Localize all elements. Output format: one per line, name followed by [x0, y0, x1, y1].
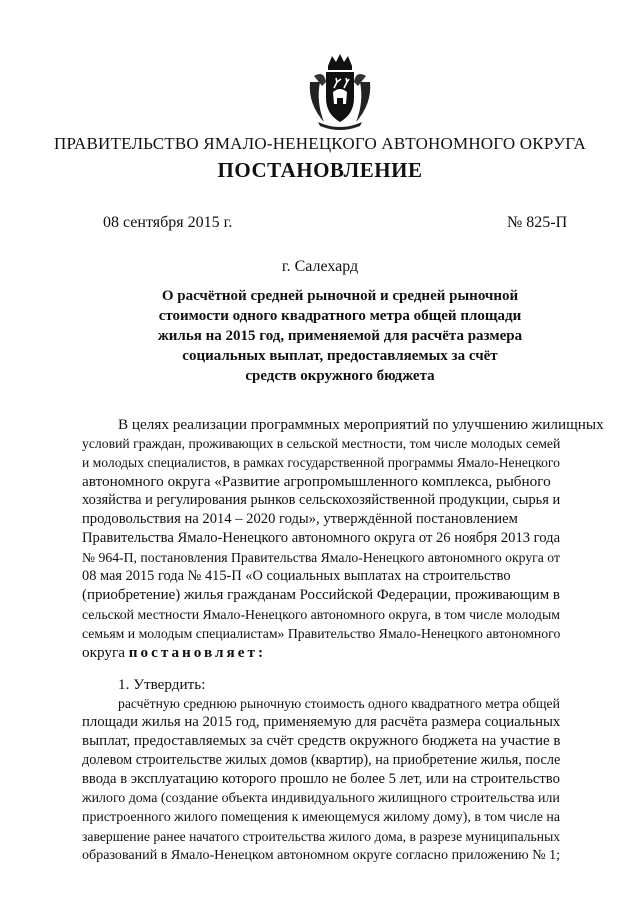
- item1-line: расчётную среднюю рыночную стоимость одного квадратного метра общей: [118, 696, 560, 711]
- item1-line: ввода в эксплуатацию которого прошло не более 5 лет, или на строительство: [82, 771, 560, 787]
- resolves-word: постановляет:: [128, 644, 267, 661]
- title-line: О расчётной средней рыночной и средней рыночной: [161, 288, 519, 304]
- preamble-line: семьям и молодым специалистам» Правительство Ямало-Ненецкого автономного: [82, 626, 561, 641]
- item1-heading: 1. Утвердить:: [118, 676, 206, 693]
- preamble-line: № 964-П, постановления Правительства Ямало-Ненецкого автономного округа от: [82, 550, 560, 565]
- city: г. Салехард: [281, 258, 359, 275]
- item1-last-line: образований в Ямало-Ненецком автономном округе согласно приложению № 1;: [82, 847, 561, 863]
- coat-of-arms-icon: [304, 52, 376, 130]
- preamble-line: автономного округа «Развитие агропромышленного комплекса, рыбного: [82, 473, 551, 490]
- preamble-line: Правительства Ямало-Ненецкого автономного округа от 26 ноября 2013 года: [82, 530, 561, 546]
- preamble-line: продовольствия на 2014 – 2020 годы», утверждённой постановлением: [82, 511, 518, 527]
- preamble-line: и молодых специалистов, в рамках государственной программы Ямало-Ненецкого: [82, 455, 560, 470]
- preamble-line: хозяйства и регулирования рынков сельскохозяйственной продукции, сырья и: [82, 492, 561, 508]
- title-line: средств окружного бюджета: [245, 368, 435, 384]
- preamble-line: условий граждан, проживающих в сельской местности, том числе молодых семей: [82, 436, 561, 451]
- item1-line: пристроенного жилого помещения к имеющемуся жилому дому), в том числе на: [82, 810, 561, 825]
- preamble-last-line: [82, 643, 266, 662]
- document-date: 08 сентября 2015 г.: [103, 214, 233, 231]
- preamble-line: (приобретение) жилья гражданам Российской Федерации, проживающим в: [82, 587, 560, 603]
- item1-line: выплат, предоставляемых за счёт средств окружного бюджета на участие в: [82, 733, 561, 749]
- government-name: ПРАВИТЕЛЬСТВО ЯМАЛО-НЕНЕЦКОГО АВТОНОМНОГО ОКРУГА: [54, 134, 586, 153]
- item1-line: долевом строительстве жилых домов (квартир), на приобретение жилья, после: [82, 752, 561, 768]
- item1-line: площади жилья на 2015 год, применяемую для расчёта размера социальных: [82, 714, 561, 730]
- item1-line: завершение ранее начатого строительства жилого дома, в разрезе муниципальных: [82, 829, 561, 844]
- title-line: социальных выплат, предоставляемых за счёт: [182, 348, 498, 364]
- preamble-line: 08 мая 2015 года № 415-П «О социальных выплатах на строительство: [82, 568, 511, 584]
- preamble-last-word: округа: [82, 644, 125, 661]
- title-line: жилья на 2015 год, применяемой для расчёта размера: [157, 328, 523, 344]
- document-title: [130, 286, 550, 386]
- document-type: ПОСТАНОВЛЕНИЕ: [217, 158, 423, 182]
- document-number: № 825-П: [507, 214, 568, 231]
- item1-line: жилого дома (создание объекта индивидуального жилищного строительства или: [82, 791, 560, 806]
- preamble-line: сельской местности Ямало-Ненецкого автономного округа, в том числе молодым: [82, 607, 560, 622]
- title-line: стоимости одного квадратного метра общей площади: [158, 308, 522, 324]
- preamble-line: В целях реализации программных мероприятий по улучшению жилищных: [118, 416, 604, 433]
